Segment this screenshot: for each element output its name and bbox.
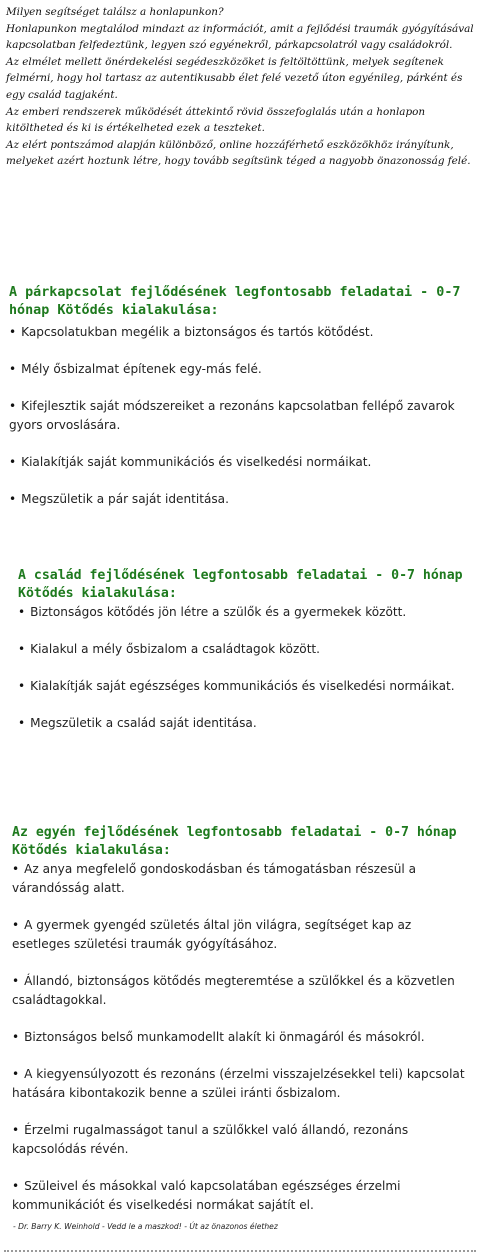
section-couple xyxy=(9,284,467,527)
intro-text xyxy=(6,4,474,170)
list-item xyxy=(12,1065,472,1103)
list-item xyxy=(9,323,467,342)
intro-paragraph-3: Az emberi rendszerek működését áttekintő rövid összefoglalás után a honlapon kitöltheted és ki is értékelheted ezek a teszteket. xyxy=(6,105,426,135)
section-family-heading xyxy=(18,567,476,603)
list-item xyxy=(9,490,467,509)
heading-line: hónap Kötődés kialakulása: xyxy=(9,303,219,318)
bullet-icon: • xyxy=(12,862,20,876)
list-item xyxy=(18,640,476,659)
list-item xyxy=(12,972,472,1010)
bullet-icon: • xyxy=(12,1123,20,1137)
list-item-text: Szüleivel és másokkal való kapcsolatában egészséges érzelmi kommunikációt és viselkedési normákat sajátít el. xyxy=(12,1179,401,1212)
bullet-list xyxy=(9,323,467,509)
intro-question: Milyen segítséget találsz a honlapunkon? xyxy=(6,6,224,18)
list-item-text: Biztonságos belső munkamodellt alakít ki önmagáról és másokról. xyxy=(24,1030,425,1044)
intro-paragraph-2: Az elmélet mellett önérdekelési segédeszközöket is feltöltöttünk, melyek segítenek felmérni, hogy hol tartasz az autentikusabb élet felé vezető úton egyénileg, párként és egy család tagjaként. xyxy=(6,55,463,101)
citation: - Dr. Barry K. Weinhold - Vedd le a maszkod! - Út az önazonos élethez xyxy=(13,1222,278,1231)
list-item-text: Mély ősbizalmat építenek egy-más felé. xyxy=(21,362,262,376)
list-item-text: Kifejlesztik saját módszereiket a rezonáns kapcsolatban fellépő zavarok gyors orvoslására. xyxy=(9,399,455,432)
list-item xyxy=(9,453,467,472)
bullet-icon: • xyxy=(9,492,17,506)
bullet-icon: • xyxy=(18,642,26,656)
section-individual-heading xyxy=(12,824,472,860)
bullet-icon: • xyxy=(12,918,20,932)
list-item xyxy=(18,603,476,622)
heading-line: A család fejlődésének legfontosabb feladatai - 0-7 hónap xyxy=(18,568,463,583)
list-item xyxy=(12,1177,472,1215)
list-item-text: Biztonságos kötődés jön létre a szülők és a gyermekek között. xyxy=(30,605,407,619)
list-item xyxy=(12,1028,472,1047)
section-family xyxy=(18,567,476,751)
list-item-text: Megszületik a család saját identitása. xyxy=(30,716,257,730)
heading-line: Kötődés kialakulása: xyxy=(12,843,171,858)
bullet-icon: • xyxy=(9,362,17,376)
bullet-icon: • xyxy=(9,325,17,339)
list-item-text: Kialakítják saját egészséges kommunikációs és viselkedési normáikat. xyxy=(30,679,455,693)
bullet-list xyxy=(18,603,476,733)
heading-line: Az egyén fejlődésének legfontosabb feladatai - 0-7 hónap xyxy=(12,825,457,840)
dotted-divider xyxy=(4,1250,476,1252)
list-item xyxy=(12,860,472,898)
list-item-text: A kiegyensúlyozott és rezonáns (érzelmi visszajelzésekkel teli) kapcsolat hatására kibontakozik benne a szülei iránti ősbizalom. xyxy=(12,1067,465,1100)
list-item-text: Kialakítják saját kommunikációs és viselkedési normáikat. xyxy=(21,455,372,469)
intro-paragraph-4: Az elért pontszámod alapján különböző, online hozzáférhető eszközökhöz irányítunk, melyeket azért hoztunk létre, hogy tovább segítsünk téged a nagyobb önazonosság felé. xyxy=(6,138,471,168)
list-item xyxy=(18,714,476,733)
list-item xyxy=(12,916,472,954)
heading-line: A párkapcsolat fejlődésének legfontosabb feladatai - 0-7 xyxy=(9,285,461,300)
bullet-icon: • xyxy=(18,716,26,730)
list-item-text: Állandó, biztonságos kötődés megteremtése a szülőkkel és a közvetlen családtagokkal. xyxy=(12,974,455,1007)
list-item xyxy=(9,397,467,435)
list-item-text: Kialakul a mély ősbizalom a családtagok között. xyxy=(30,642,321,656)
bullet-icon: • xyxy=(12,1067,20,1081)
list-item xyxy=(9,360,467,379)
bullet-icon: • xyxy=(9,455,17,469)
section-couple-heading xyxy=(9,284,467,320)
section-individual xyxy=(12,824,472,1215)
bullet-icon: • xyxy=(18,605,26,619)
list-item-text: A gyermek gyengéd születés által jön világra, segítséget kap az esetleges születési traumák gyógyításához. xyxy=(12,918,412,951)
list-item-text: Érzelmi rugalmasságot tanul a szülőkkel való állandó, rezonáns kapcsolódás révén. xyxy=(12,1123,409,1156)
heading-line: Kötődés kialakulása: xyxy=(18,586,177,601)
list-item-text: Kapcsolatukban megélik a biztonságos és tartós kötődést. xyxy=(21,325,374,339)
list-item-text: Az anya megfelelő gondoskodásban és támogatásban részesül a várandósság alatt. xyxy=(12,862,417,895)
intro-paragraph-1: Honlapunkon megtalálod mindazt az információt, amit a fejlődési traumák gyógyításával kapcsolatban felfedeztünk, legyen szó egyénekről, párkapcsolatról vagy családokról. xyxy=(6,22,474,52)
bullet-icon: • xyxy=(9,399,17,413)
list-item xyxy=(12,1121,472,1159)
bullet-icon: • xyxy=(12,1030,20,1044)
bullet-icon: • xyxy=(12,974,20,988)
bullet-list xyxy=(12,860,472,1215)
list-item xyxy=(18,677,476,696)
bullet-icon: • xyxy=(18,679,26,693)
list-item-text: Megszületik a pár saját identitása. xyxy=(21,492,229,506)
bullet-icon: • xyxy=(12,1179,20,1193)
